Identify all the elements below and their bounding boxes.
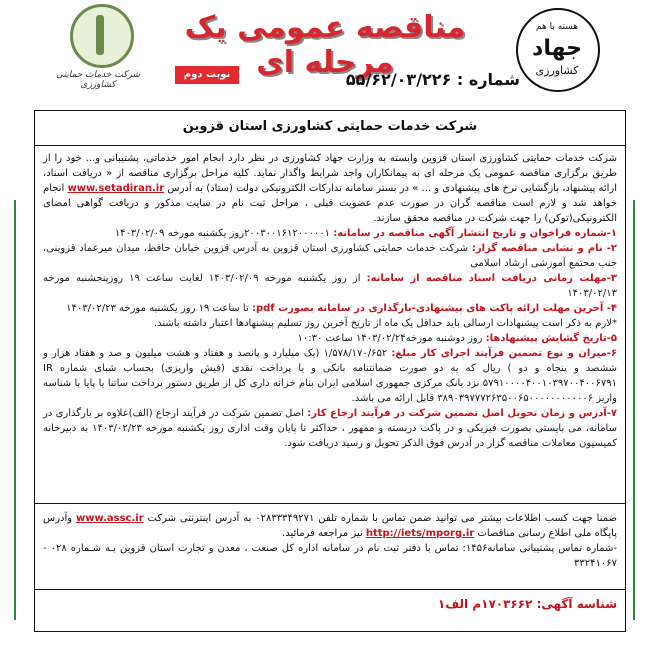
- header: [30, 0, 620, 110]
- tender-number: [260, 70, 520, 89]
- footer-divider: [35, 589, 625, 590]
- item-7-text: اصل تضمین شرکت در فرآیند ارجاع (الف)علاوه بر بارگذاری در سامانه، می بایستی بصورت فیزیکی و در پاکت دربسته و ممهور ، حداکثر تا پایان وقت اداری روز یکشنبه مورخه ۱۴۰۳/۰۲/۲۳ به دبیرخانه کمیسیون معاملات مناقصه گزار در آدرس فوق الذکر تحویل و رسید دریافت شود.: [43, 408, 617, 449]
- intro-paragraph: [43, 151, 617, 226]
- ministry-logo-sub: کشاورزی: [535, 64, 579, 77]
- item-5-label: ۵-تاریخ گشایش پیشنهادها:: [485, 333, 617, 344]
- intro-text-1: شرکت خدمات حمایتی کشاورزی استان قزوین وابسته به وزارت جهاد کشاورزی در نظر دارد انجام امور خدماتی، پشتیبانی و... خود را از طریق برگزاری مناقصه عمومی یک مرحله ای به پیمانکاران واجد شرایط واگذار نماید. کلیه مراحل برگزاری مناقصه از « دریافت اسناد، ارائه پیشنهاد، بازگشایی نرخ های پیشنهادی و ... » در بستر سامانه تدارکات الکترونیکی دولت (ستاد) به آدرس: [43, 153, 618, 194]
- item-3-text: از روز یکشنبه مورخه ۱۴۰۳/۰۲/۰۹ لغایت ساعت ۱۹ روزپنجشنبه مورخه ۱۴۰۳/۰۲/۱۳: [43, 273, 617, 299]
- right-border-strip: [633, 200, 645, 620]
- assc-link[interactable]: www.assc.ir: [76, 513, 144, 524]
- item-4: [43, 301, 617, 316]
- item-4-text: تا ساعت ۱۹ روز یکشنبه مورخه ۱۴۰۳/۰۲/۲۳: [66, 303, 249, 314]
- number-label: شماره :: [456, 70, 520, 89]
- round-badge: نوبت دوم: [175, 66, 239, 84]
- support-phone-text: -شماره تماس پشتیبانی سامانه۱۴۵۶: تماس با دفتر ثبت نام در سامانه اداره کل صنعت ، معدن و تجارت استان قزوین بـه شـماره ۰۲۸ - ۳۳۲۴۱۰۶۷: [43, 543, 617, 569]
- item-6: [43, 346, 617, 406]
- item-3-label: ۳-مهلت زمانی دریافت اسناد مناقصه از سامانه:: [366, 273, 618, 284]
- item-3: [43, 271, 617, 301]
- item-1-label: ۱-شماره فراخوان و تاریخ انتشار آگهی مناقصه در سامانه:: [333, 228, 617, 239]
- ad-code: شناسه آگهی: ۱۷۰۳۶۶۲م الف۱: [437, 597, 617, 611]
- item-2-label: ۲- نام و نشانی مناقصه گزار:: [471, 243, 617, 254]
- contact-text-2: وآدرس پایگاه ملی اطلاع رسانی مناقصات: [43, 513, 617, 539]
- notice-body: [43, 151, 617, 451]
- contact-section: [43, 511, 617, 571]
- ministry-logo-top: هسته با هم: [535, 22, 579, 32]
- item-5-text: روز دوشنبه مورخه۱۴۰۳/۰۲/۲۴ ساعت ۱۰:۳۰: [297, 333, 483, 344]
- item-2-text: شرکت خدمات حمایتی کشاورزی استان قزوین به آدرس قزوین خیابان حافظ، میدان میرعماد قزوینی، جنب مجتمع آموزشی ارشاد اسلامی: [43, 243, 617, 269]
- item-5: [43, 331, 617, 346]
- item-1-text: ۲۰۰۳۰۰۱۶۱۲۰۰۰۰۰۱روز یکشنبه مورخه ۱۴۰۳/۰۲/۰۹: [114, 228, 331, 239]
- number-value: ۵۵/۶۲/۰۳/۲۲۶: [345, 70, 452, 89]
- contact-text-1: ضمنا جهت کسب اطلاعات بیشتر می توانید ضمن تماس با شماره تلفن ۰۲۸۳۳۳۴۹۲۷۱ به آدرس اینترنتی شرکت: [147, 513, 618, 524]
- contact-divider: [35, 503, 625, 504]
- item-4-label: ۴- آخرین مهلت ارائه پاکت های پیشنهادی-بارگذاری در سامانه بصورت pdf:: [251, 303, 617, 314]
- wheat-emblem-icon: [70, 4, 134, 68]
- notice-box: [34, 110, 626, 632]
- left-border-strip: [0, 200, 16, 620]
- company-logo: [48, 4, 148, 96]
- contact-text-3: نیز مراجعه فرمائید.: [282, 528, 363, 539]
- validity-note: *لازم به ذکر است پیشنهادات ارسالی باید حداقل یک ماه از تاریخ آخرین روز تسلیم پیشنهادها اعتبار داشته باشند.: [153, 318, 617, 329]
- ministry-logo-main: جهاد: [532, 36, 582, 61]
- setad-link[interactable]: www.setadiran.ir: [67, 183, 165, 194]
- iets-link[interactable]: http://iets/mporg.ir: [365, 528, 475, 539]
- ministry-logo: [514, 8, 606, 100]
- tender-title: مناقصه عمومی یک مرحله ای: [184, 10, 466, 80]
- item-6-label: ۶-میزان و نوع تضمین فرآیند اجرای کار مبلغ:: [391, 348, 618, 359]
- item-6-text: ۱/۵۷۸/۱۷۰/۶۵۲ (یک میلیارد و پانصد و هفتاد و هشت میلیون و صد و هفتاد هزار و ششصد و پنجاه و دو ) ریال که به دو صورت ضمانتنامه بانکی و یا پرداخت نقدی (فیش واریزی) بحساب شبای شماره IR ۵۷۹۱۰۰۰۰۴۰۰۱۰۳۹۷۰۰۴۰۰۶۷۹۱ نزد بانک مرکزی جمهوری اسلامی ایران بنام خزانه داری کل از طریق دستور پرداخت ساتنا یا پایا با شناسه واریز ۳۸۹۰۳۹۷۷۷۲۶۳۵۰۰۶۵۰۰۰۰۰۰۰۰۰۰۰۶ قابل ارائه می باشد.: [43, 348, 617, 404]
- item-2: [43, 241, 617, 271]
- intro-text-2: انجام خواهد شد و لازم است مناقصه گران در صورت عدم عضویت قبلی ، مراحل ثبت نام در سایت مذکور و دریافت گواهی امضای الکترونیکی(توکن) را جهت شرکت در مناقصه محقق سازند.: [43, 183, 617, 224]
- item-1: [43, 226, 617, 241]
- item-7: [43, 406, 617, 451]
- title-divider: [35, 145, 625, 146]
- box-title: شرکت خدمات حمایتی کشاورزی استان قزوین: [182, 119, 478, 134]
- item-7-label: ۷-آدرس و زمان تحویل اصل تضمین شرکت در فرآیند ارجاع کار:: [307, 408, 617, 419]
- company-logo-caption: شرکت خدمات حمایتی کشاورزی: [56, 70, 140, 90]
